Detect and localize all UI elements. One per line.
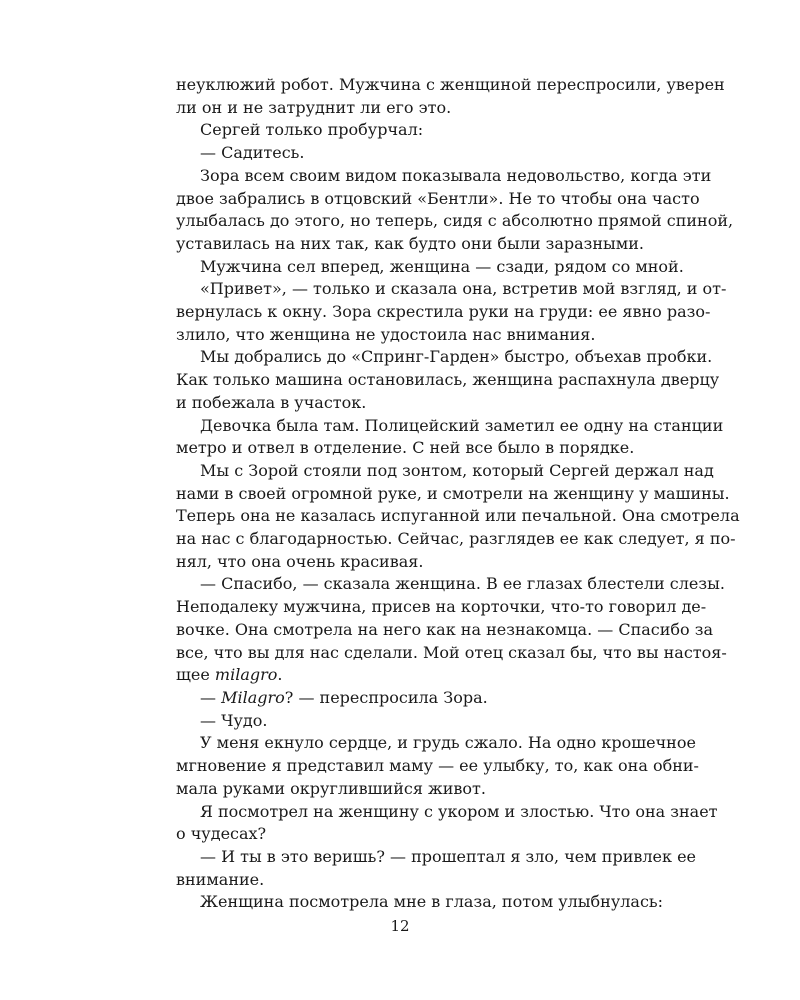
text-line: о чудесах? [176, 824, 267, 844]
text-line: Девочка была там. Полицейский заметил ее одну на станции [200, 415, 724, 435]
paragraph [176, 165, 734, 256]
text-line: щее milagro. [176, 665, 283, 685]
text-line: вочке. Она смотрела на него как на незнакомца. — Спасибо за [176, 619, 714, 639]
paragraph [176, 846, 697, 891]
text-line: нял, что она очень красивая. [176, 551, 424, 571]
text-line: — И ты в это веришь? — прошептал я зло, чем привлек ее [200, 846, 697, 866]
text-line: Женщина посмотрела мне в глаза, потом улыбнулась: [200, 892, 664, 912]
text-line: двое забрались в отцовский «Бентли». Не то чтобы она часто [176, 188, 700, 208]
paragraph [176, 891, 664, 914]
text-line: Неподалеку мужчина, присев на корточки, что-то говорил де- [176, 597, 707, 617]
paragraph [176, 142, 656, 165]
text-line: Мужчина сел вперед, женщина — сзади, рядом со мной. [200, 256, 684, 276]
italic-word: milagro [214, 665, 278, 685]
text-line: внимание. [176, 869, 265, 889]
paragraph [176, 573, 727, 664]
text-line: — Садитесь. [200, 143, 305, 163]
paragraph [176, 415, 724, 460]
body-text [176, 74, 740, 664]
text-line: — Milagro? — переспросила Зора. [200, 687, 488, 707]
text-line: на нас с благодарностью. Сейчас, разглядев ее как следует, я по- [176, 529, 736, 549]
text-line: и побежала в участок. [176, 392, 367, 412]
text-line: уставилась на них так, как будто они были заразными. [176, 233, 644, 253]
text-line: — Спасибо, — сказала женщина. В ее глазах блестели слезы. [200, 574, 725, 594]
paragraph [176, 460, 740, 574]
text-line: нами в своей огромной руке, и смотрели на женщину у машины. [176, 483, 730, 503]
paragraph [176, 278, 727, 346]
page-text [176, 74, 740, 914]
paragraph [176, 801, 718, 846]
text-line: злило, что женщина не удостоила нас внимания. [176, 324, 596, 344]
text-line: Теперь она не казалась испуганной или печальной. Она смотрела [176, 506, 740, 526]
text-line: Как только машина остановилась, женщина распахнула дверцу [176, 370, 720, 390]
text-line: все, что вы для нас сделали. Мой отец сказал бы, что вы настоя- [176, 642, 727, 662]
text-line: мгновение я представил маму — ее улыбку, то, как она обни- [176, 756, 699, 776]
text-line: — Чудо. [200, 710, 268, 730]
paragraph [176, 710, 656, 733]
text-line: «Привет», — только и сказала она, встретив мой взгляд, и от- [200, 279, 727, 299]
body-text-continued [176, 710, 718, 914]
text-line: неуклюжий робот. Мужчина с женщиной переспросили, уверен [176, 75, 725, 94]
paragraph [176, 664, 656, 687]
text-line: Мы с Зорой стояли под зонтом, который Сергей держал над [200, 460, 714, 480]
paragraph [176, 256, 684, 279]
text-line: ли он и не затруднит ли его это. [176, 97, 452, 117]
text-line: улыбалась до этого, но теперь, сидя с абсолютно прямой спиной, [176, 211, 734, 231]
paragraph [176, 687, 656, 710]
text-line: Мы добрались до «Спринг-Гарден» быстро, объехав пробки. [200, 347, 713, 367]
paragraph [176, 74, 725, 119]
text-line: Я посмотрел на женщину с укором и злостью. Что она знает [200, 801, 718, 821]
text-line: мала руками округлившийся живот. [176, 778, 486, 798]
text-line: метро и отвел в отделение. С ней все было в порядке. [176, 438, 635, 458]
paragraph [176, 732, 699, 800]
text-line: Зора всем своим видом показывала недовольство, когда эти [200, 165, 712, 185]
paragraph [176, 346, 720, 414]
text-line: У меня екнуло сердце, и грудь сжало. На одно крошечное [200, 733, 696, 753]
text-line: вернулась к окну. Зора скрестила руки на груди: ее явно разо- [176, 302, 711, 322]
italic-word: Milagro [221, 687, 285, 707]
text-line: Сергей только пробурчал: [200, 120, 424, 140]
paragraph [176, 119, 656, 142]
page-number: 12 [390, 917, 410, 935]
